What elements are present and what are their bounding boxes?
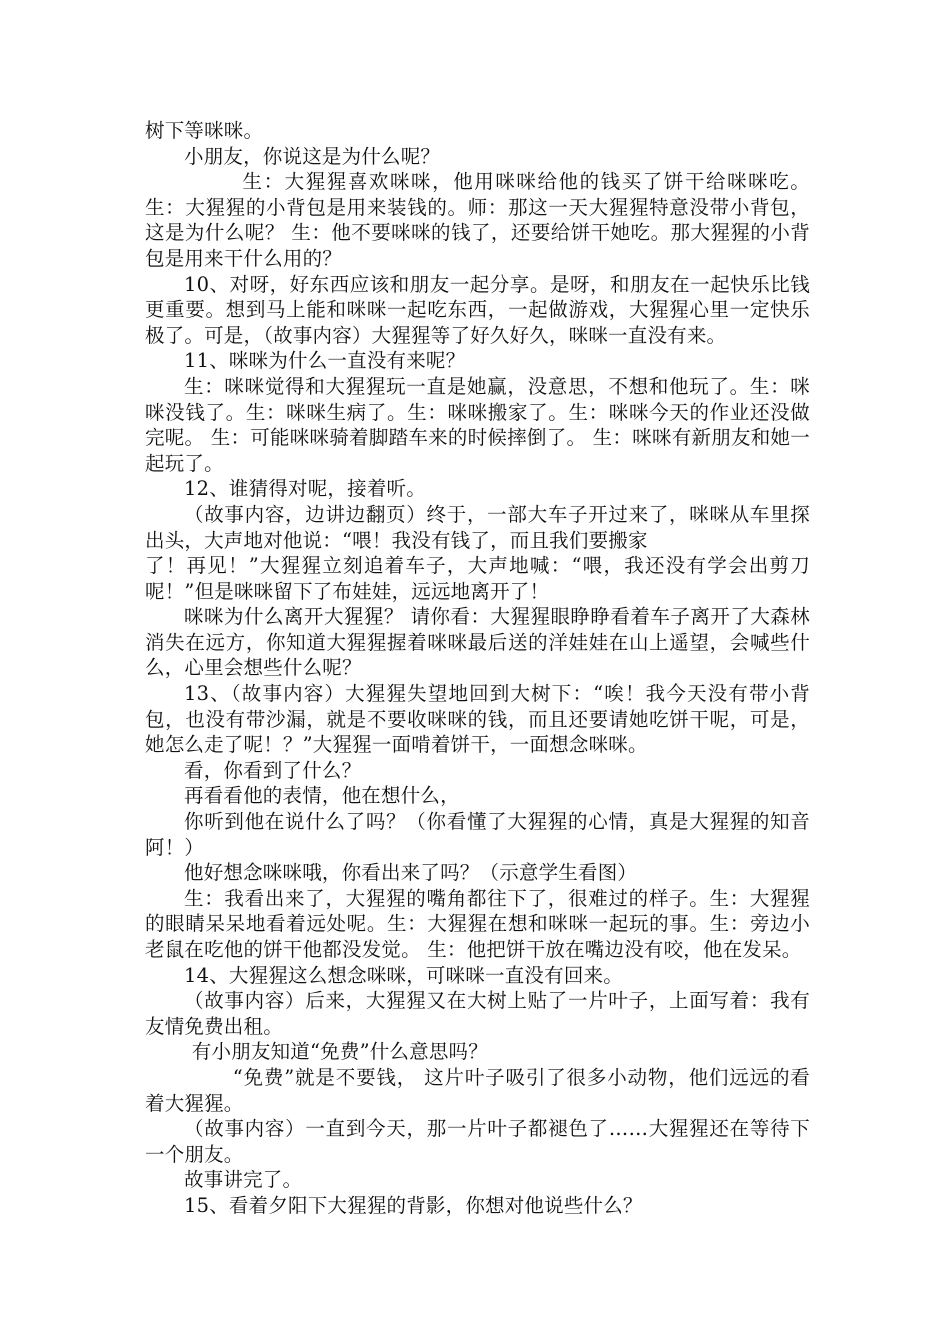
paragraph: 13、（故事内容）大猩猩失望地回到大树下：“唉！我今天没有带小背包，也没有带沙漏，就是不要收咪咪的钱，而且还要请她吃饼干呢，可是，她怎么走了呢！？”大猩猩一面啃着饼干，一面想念咪咪。	[145, 682, 810, 757]
paragraph: 10、对呀，好东西应该和朋友一起分享。是呀，和朋友在一起快乐比钱更重要。想到马上能和咪咪一起吃东西，一起做游戏，大猩猩心里一定快乐极了。可是，（故事内容）大猩猩等了好久好久，咪咪一直没有来。	[145, 272, 810, 347]
paragraph: 生：我看出来了，大猩猩的嘴角都往下了，很难过的样子。生：大猩猩的眼睛呆呆地看着远处呢。生：大猩猩在想和咪咪一起玩的事。生：旁边小老鼠在吃他的饼干他都没发觉。 生：他把饼干放在嘴边没有咬，他在发呆。	[145, 886, 810, 961]
paragraph: （故事内容）一直到今天，那一片叶子都褪色了……大猩猩还在等待下一个朋友。	[145, 1117, 810, 1166]
paragraph: 11、咪咪为什么一直没有来呢？	[184, 349, 466, 373]
paragraph: 再看看他的表情，他在想什么，	[184, 784, 460, 808]
paragraph: 12、谁猜得对呢，接着听。	[184, 477, 426, 501]
paragraph: （故事内容）后来，大猩猩又在大树上贴了一片叶子，上面写着：我有友情免费出租。	[145, 989, 810, 1038]
paragraph: 生：咪咪觉得和大猩猩玩一直是她赢，没意思，不想和他玩了。生：咪咪没钱了。生：咪咪生病了。生：咪咪搬家了。生：咪咪今天的作业还没做完呢。 生：可能咪咪骑着脚踏车来的时候摔倒了。 生：咪咪有新朋友和她一起玩了。	[145, 374, 810, 475]
paragraph: （故事内容，边讲边翻页）终于，一部大车子开过来了，咪咪从车里探出头，大声地对他说：“喂！我没有钱了，而且我们要搬家	[145, 502, 810, 552]
document-body	[145, 118, 810, 1219]
paragraph: 14、大猩猩这么想念咪咪，可咪咪一直没有回来。	[184, 963, 623, 987]
paragraph: 15、看着夕阳下大猩猩的背影，你想对他说些什么？	[184, 1193, 643, 1217]
paragraph: 咪咪为什么离开大猩猩？ 请你看：大猩猩眼睁睁看着车子离开了大森林消失在远方，你知道大猩猩握着咪咪最后送的洋娃娃在山上遥望，会喊些什么，心里会想些什么呢？	[145, 605, 810, 680]
paragraph: 了！再见！”大猩猩立刻追着车子，大声地喊：“喂，我还没有学会出剪刀呢！”但是咪咪留下了布娃娃，远远地离开了！	[145, 554, 810, 603]
paragraph: 看，你看到了什么？	[184, 758, 362, 782]
paragraph: “免费”就是不要钱， 这片叶子吸引了很多小动物，他们远远的看着大猩猩。	[145, 1065, 810, 1115]
paragraph: 生：大猩猩喜欢咪咪，他用咪咪给他的钱买了饼干给咪咪吃。生：大猩猩的小背包是用来装钱的。师：那这一天大猩猩特意没带小背包，这是为什么呢？ 生：他不要咪咪的钱了，还要给饼干她吃。那大猩猩的小背包是用来干什么用的？	[145, 170, 810, 270]
paragraph: 有小朋友知道“免费”什么意思吗？	[191, 1040, 488, 1064]
paragraph: 故事讲完了。	[184, 1168, 303, 1192]
paragraph: 他好想念咪咪哦，你看出来了吗？（示意学生看图）	[184, 861, 638, 885]
paragraph: 小朋友，你说这是为什么呢？	[184, 144, 441, 168]
paragraph: 你听到他在说什么了吗？（你看懂了大猩猩的心情，真是大猩猩的知音阿！）	[145, 810, 810, 859]
paragraph: 树下等咪咪。	[145, 119, 264, 142]
